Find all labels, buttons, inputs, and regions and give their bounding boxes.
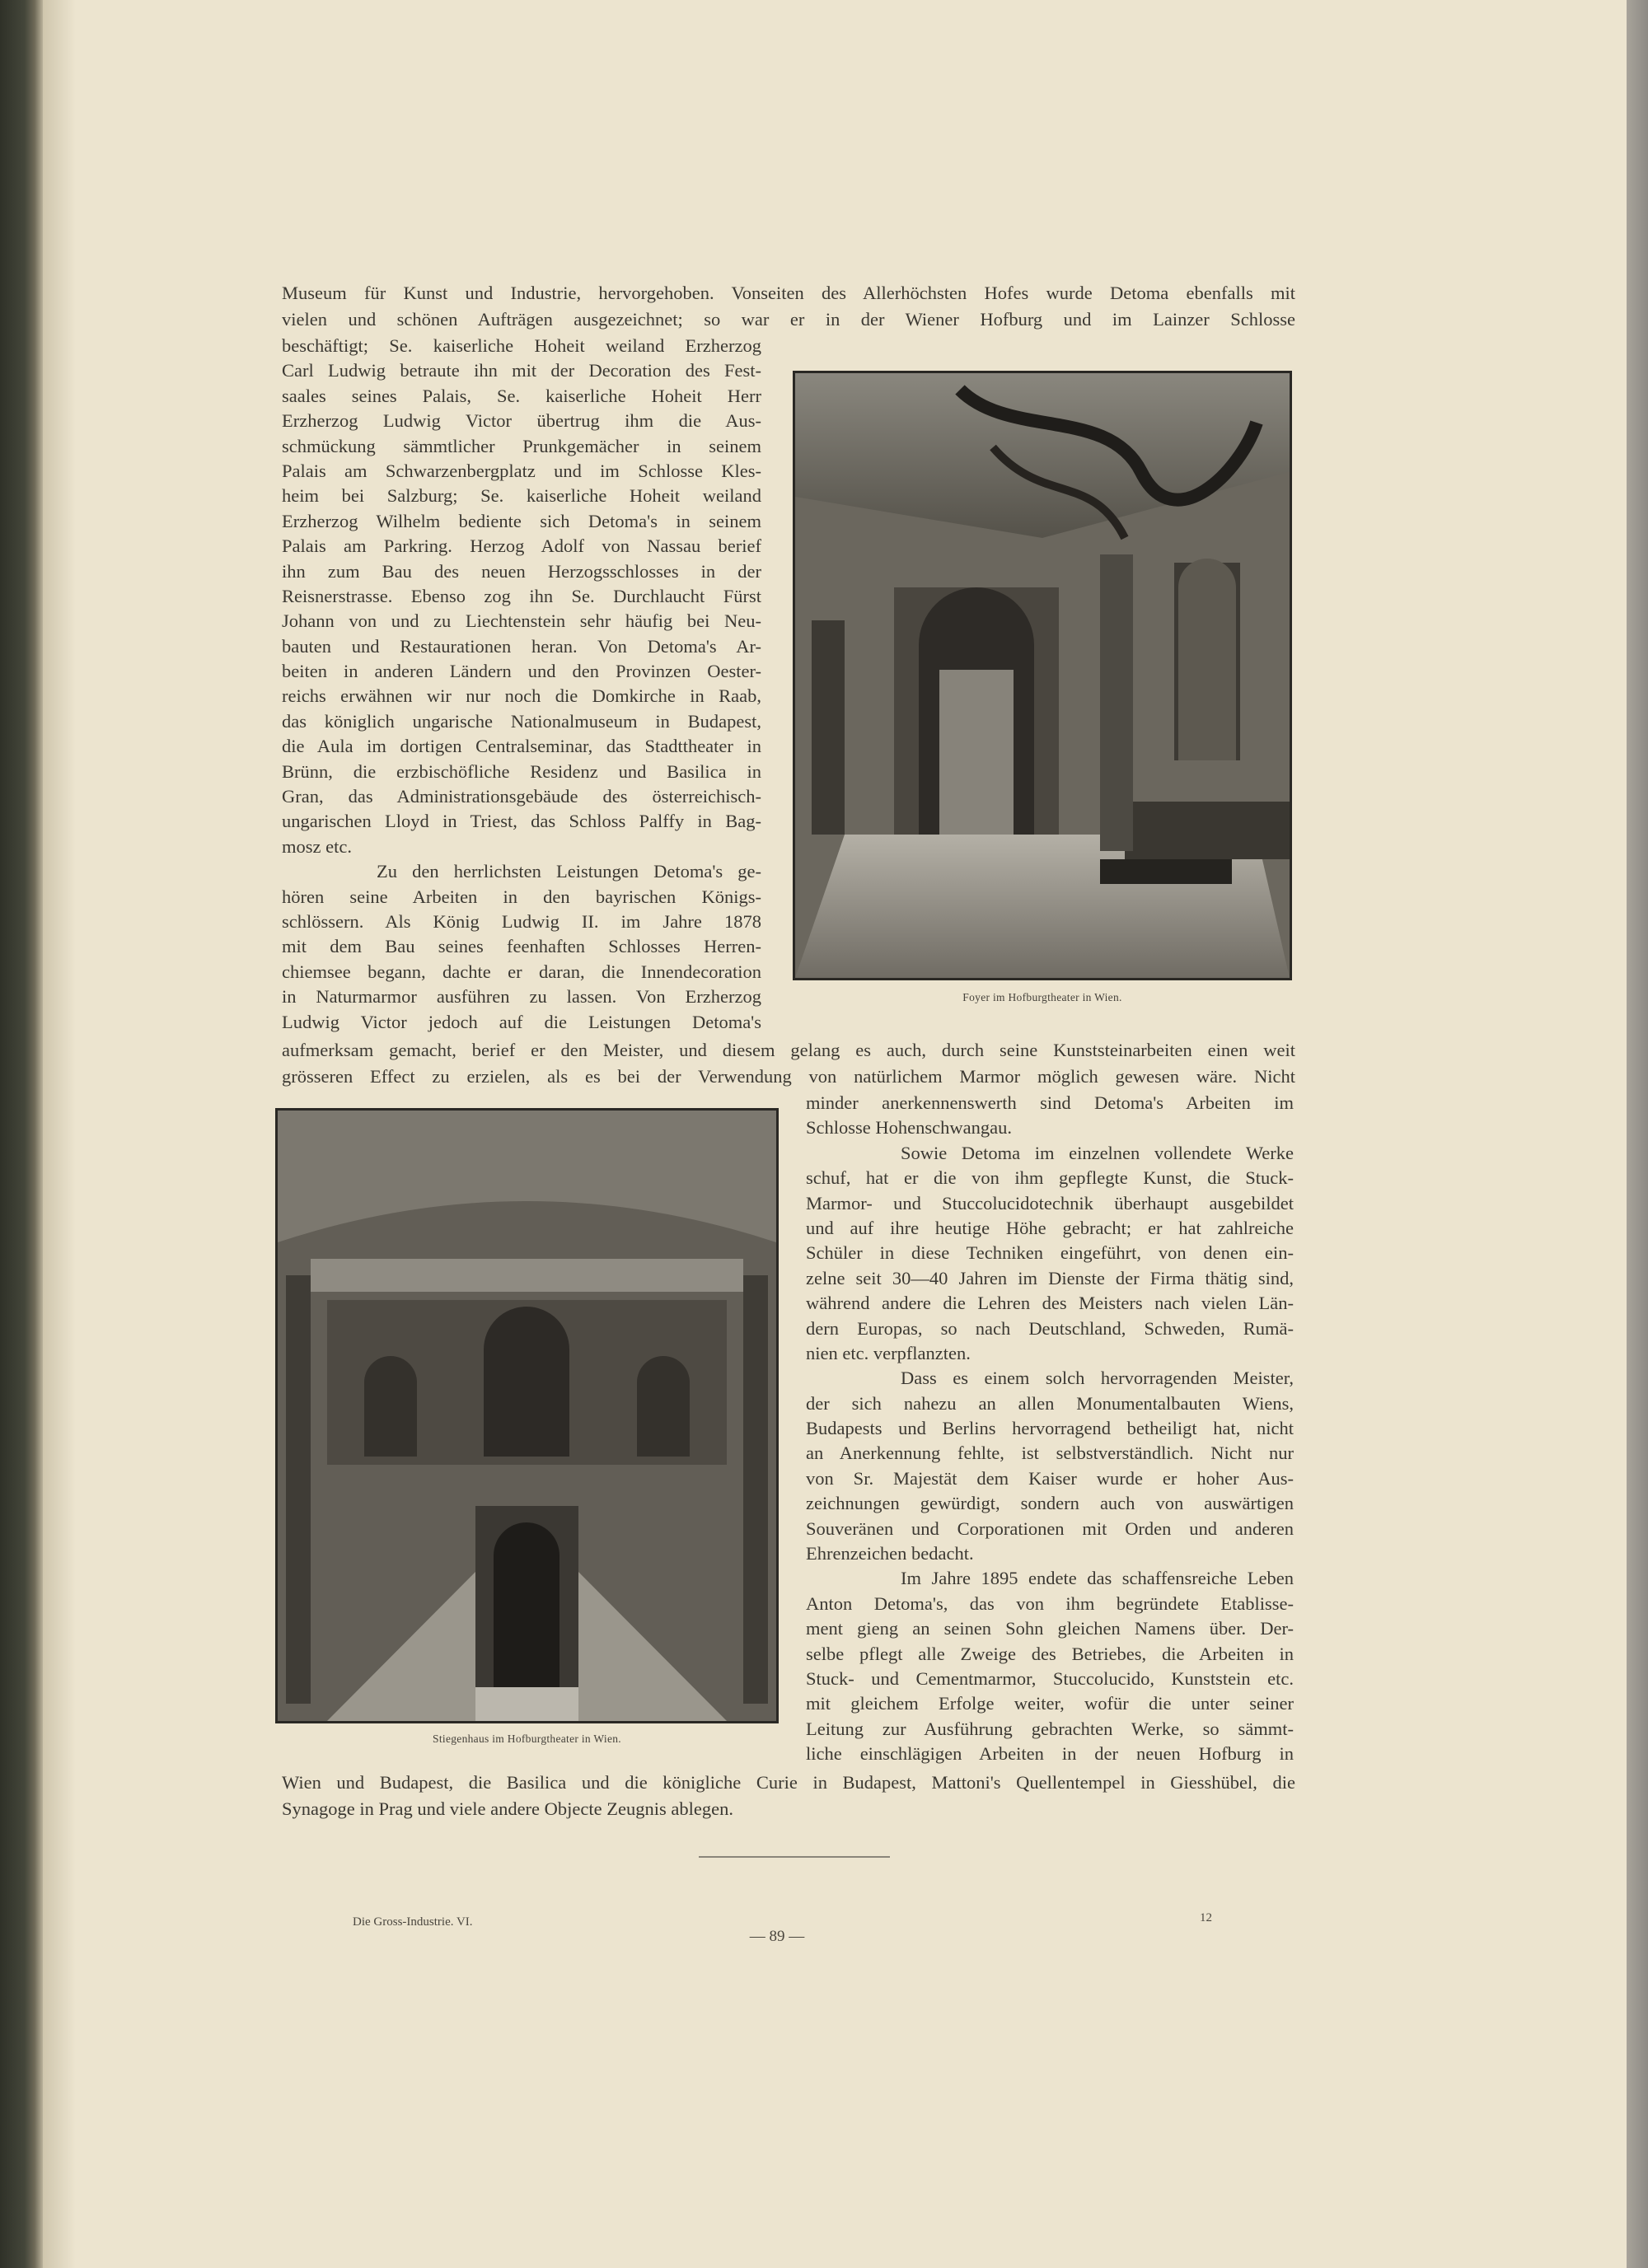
text-line: Sowie Detoma im einzelnen vollendete Werke — [901, 1142, 1294, 1163]
text-line: Marmor- und Stuccolucidotechnik überhaupt ausgebildet — [806, 1192, 1294, 1213]
text-line: minder anerkennenswerth sind Detoma's Arbeiten im — [806, 1092, 1294, 1113]
text-line: reichs erwähnen wir nur noch die Domkirche in Raab, — [282, 685, 761, 707]
text-line: Gran, das Administrationsgebäude des österreichisch- — [282, 786, 761, 807]
text-line: Reisnerstrasse. Ebenso zog ihn Se. Durchlaucht Fürst — [282, 585, 761, 606]
text-line: schuf, hat er die von ihm gepflegte Kunst, die Stuck- — [806, 1167, 1294, 1189]
text-line: ungarischen Lloyd in Triest, das Schloss Palffy in Bag- — [282, 811, 761, 832]
paragraph-top-full — [282, 280, 1295, 332]
text-line: mosz etc. — [282, 835, 352, 857]
text-line: selbe pflegt alle Zweige des Betriebes, die Arbeiten in — [806, 1643, 1294, 1664]
text-line: liche einschlägigen Arbeiten in der neuen Hofburg in — [806, 1743, 1294, 1765]
text-line: von Sr. Majestät dem Kaiser wurde er hoher Aus- — [806, 1467, 1294, 1489]
text-line: der sich nahezu an allen Monumentalbauten Wiens, — [806, 1392, 1294, 1414]
text-line: schlössern. Als König Ludwig II. im Jahre 1878 — [282, 910, 761, 932]
footer-series-title: Die Gross-Industrie. VI. — [353, 1915, 473, 1929]
text-line: Erzherzog Wilhelm bediente sich Detoma's in seinem — [282, 510, 761, 531]
text-line: die Aula im dortigen Centralseminar, das Stadttheater in — [282, 736, 761, 757]
page-edge — [1627, 0, 1648, 2268]
text-line: Budapests und Berlins hervorragend betheiligt hat, nicht — [806, 1418, 1294, 1439]
paragraph-middle-full — [282, 1037, 1295, 1089]
text-line: zeichnungen gewürdigt, sondern auch von auswärtigen — [806, 1493, 1294, 1514]
text-line: Souveränen und Corporationen mit Orden und anderen — [806, 1517, 1294, 1539]
foyer-illustration — [795, 373, 1290, 978]
staircase-photo — [275, 1108, 779, 1723]
text-line: Schüler in diese Techniken eingeführt, von denen ein- — [806, 1242, 1294, 1264]
text-line: Synagoge in Prag und viele andere Objecte Zeugnis ablegen. — [282, 1798, 733, 1819]
text-line: ment gieng an seinen Sohn gleichen Namens über. Der- — [806, 1618, 1294, 1639]
text-line: mit dem Bau seines feenhaften Schlosses Herren- — [282, 936, 761, 957]
text-line: Anton Detoma's, das von ihm begründete Etablisse- — [806, 1592, 1294, 1614]
text-line: beiten in anderen Ländern und den Provinzen Oester- — [282, 661, 761, 682]
text-line: nien etc. verpflanzten. — [806, 1342, 971, 1363]
text-line: heim bei Salzburg; Se. kaiserliche Hoheit weiland — [282, 485, 761, 507]
text-line: Brünn, die erzbischöfliche Residenz und Basilica in — [282, 760, 761, 782]
text-line: Wien und Budapest, die Basilica und die königliche Curie in Budapest, Mattoni's Quellentempel in Giesshübel, die — [282, 1772, 1295, 1793]
text-line: bauten und Restaurationen heran. Von Detoma's Ar- — [282, 635, 761, 657]
footer-signature-mark: 12 — [1200, 1911, 1212, 1924]
text-line: schmückung sämmtlicher Prunkgemächer in seinem — [282, 435, 761, 456]
text-line: an Anerkennung fehlte, ist selbstverständlich. Nicht nur — [806, 1443, 1294, 1464]
text-line: Ehrenzeichen bedacht. — [806, 1543, 974, 1564]
text-line: Ludwig Victor jedoch auf die Leistungen Detoma's — [282, 1011, 761, 1032]
paragraph-bottom-full — [282, 1770, 1295, 1821]
text-line: während andere die Lehren des Meisters nach vielen Län- — [806, 1293, 1294, 1314]
book-binding — [0, 0, 43, 2268]
section-divider — [699, 1856, 890, 1858]
text-line: zelne seit 30—40 Jahren im Dienste der Firma thätig sind, — [806, 1267, 1294, 1288]
text-line: Im Jahre 1895 endete das schaffensreiche Leben — [901, 1568, 1294, 1589]
foyer-photo — [793, 371, 1292, 980]
text-line: vielen und schönen Aufträgen ausgezeichnet; so war er in der Wiener Hofburg und im Lainzer Schlosse — [282, 308, 1295, 330]
foyer-caption: Foyer im Hofburgtheater in Wien. — [962, 991, 1122, 1003]
staircase-illustration — [278, 1111, 776, 1721]
text-line: ihn zum Bau des neuen Herzogsschlosses in der — [282, 560, 761, 582]
text-line: das königlich ungarische Nationalmuseum in Budapest, — [282, 710, 761, 732]
text-line: hören seine Arbeiten in den bayrischen Königs- — [282, 886, 761, 907]
text-line: Schlosse Hohenschwangau. — [806, 1117, 1012, 1139]
text-line: mit gleichem Erfolge weiter, wofür die unter seiner — [806, 1693, 1294, 1714]
text-line: Palais am Schwarzenbergplatz und im Schlosse Kles- — [282, 460, 761, 481]
text-line: Erzherzog Ludwig Victor übertrug ihm die Aus- — [282, 410, 761, 432]
text-line: Leitung zur Ausführung gebrachten Werke, so sämmt- — [806, 1718, 1294, 1739]
text-line: dern Europas, so nach Deutschland, Schweden, Rumä- — [806, 1317, 1294, 1339]
text-line: beschäftigt; Se. kaiserliche Hoheit weiland Erzherzog — [282, 335, 761, 356]
text-line: chiemsee begann, dachte er daran, die Innendecoration — [282, 961, 761, 982]
left-column-text — [282, 334, 761, 1035]
text-line: Johann von und zu Liechtenstein sehr häufig bei Neu- — [282, 610, 761, 632]
text-line: Museum für Kunst und Industrie, hervorgehoben. Vonseiten des Allerhöchsten Hofes wurde Detoma ebenfalls mit — [282, 283, 1295, 303]
text-line: Palais am Parkring. Herzog Adolf von Nassau berief — [282, 535, 761, 557]
text-line: Zu den herrlichsten Leistungen Detoma's ge- — [377, 861, 761, 882]
right-column-text — [806, 1091, 1294, 1767]
staircase-caption: Stiegenhaus im Hofburgtheater in Wien. — [433, 1733, 621, 1745]
text-line: in Naturmarmor ausführen zu lassen. Von Erzherzog — [282, 986, 761, 1008]
text-line: saales seines Palais, Se. kaiserliche Hoheit Herr — [282, 385, 761, 406]
text-line: Dass es einem solch hervorragenden Meister, — [901, 1368, 1294, 1389]
text-line: Stuck- und Cementmarmor, Stuccolucido, Kunststein etc. — [806, 1667, 1294, 1689]
text-line: Carl Ludwig betraute ihn mit der Decoration des Fest- — [282, 360, 761, 381]
text-line: grösseren Effect zu erzielen, als es bei der Verwendung von natürlichem Marmor möglich gewesen wäre. Nicht — [282, 1065, 1295, 1087]
text-line: aufmerksam gemacht, berief er den Meister, und diesem gelang es auch, durch seine Kunststeinarbeiten einen weit — [282, 1040, 1295, 1060]
text-line: und auf ihre heutige Höhe gebracht; er hat zahlreiche — [806, 1217, 1294, 1238]
page-gutter-shadow — [43, 0, 76, 2268]
footer-page-number: — 89 — — [749, 1928, 805, 1945]
